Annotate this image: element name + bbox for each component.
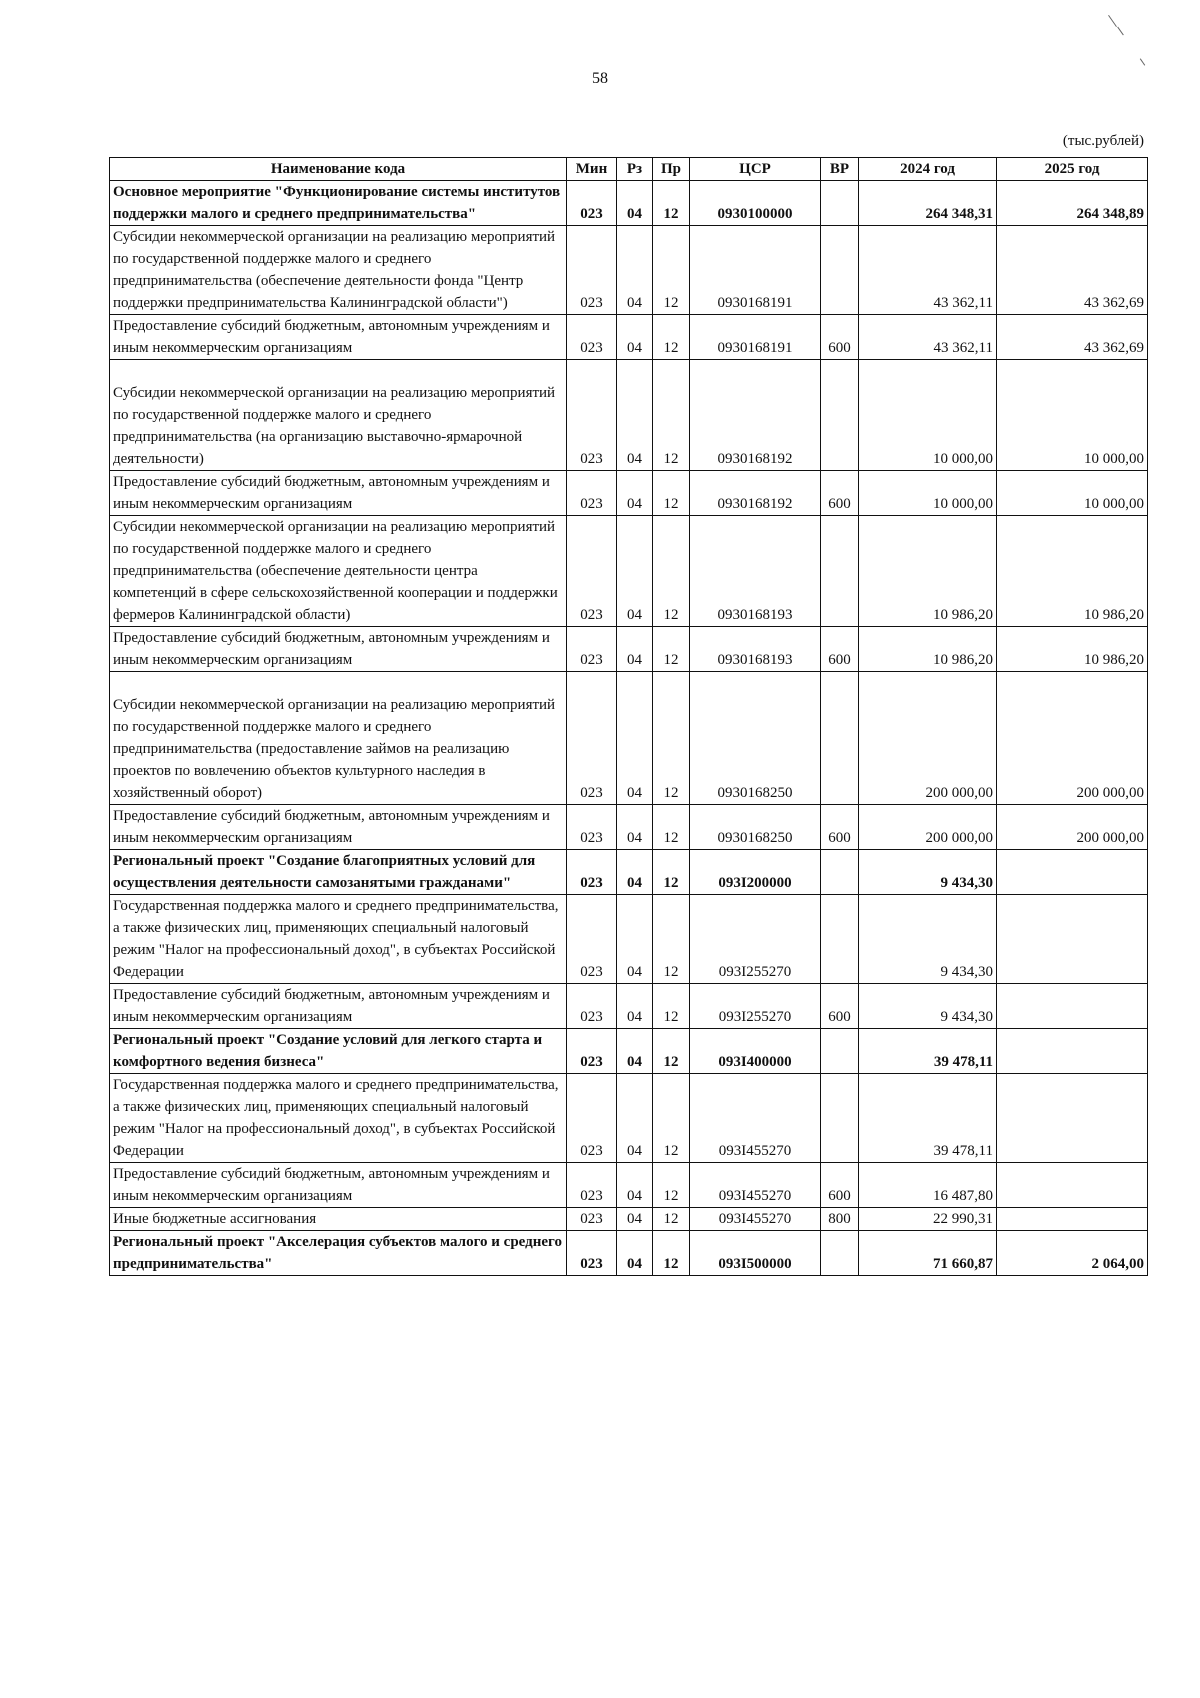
cell-rz: 04	[617, 1231, 653, 1276]
cell-pr: 12	[653, 1029, 690, 1074]
cell-name: Региональный проект "Создание условий для легкого старта и комфортного ведения бизнеса"	[110, 1029, 567, 1074]
table-row	[110, 805, 1148, 850]
cell-2025	[997, 850, 1148, 895]
cell-2025	[997, 1163, 1148, 1208]
cell-csr: 0930168191	[690, 315, 821, 360]
cell-pr: 12	[653, 1231, 690, 1276]
cell-min: 023	[567, 895, 617, 984]
cell-pr: 12	[653, 516, 690, 627]
cell-vr	[821, 181, 859, 226]
table-body	[110, 181, 1148, 1276]
cell-vr	[821, 360, 859, 471]
table-row	[110, 1163, 1148, 1208]
cell-2024: 71 660,87	[859, 1231, 997, 1276]
cell-pr: 12	[653, 672, 690, 805]
cell-name: Субсидии некоммерческой организации на реализацию мероприятий по государственной поддержке малого и среднего предпринимательства (предоставление займов на реализацию проектов по вовлечению объектов культурного наследия в хозяйственный оборот)	[110, 672, 567, 805]
cell-2024: 9 434,30	[859, 850, 997, 895]
scan-mark	[1140, 58, 1145, 65]
cell-pr: 12	[653, 805, 690, 850]
cell-min: 023	[567, 181, 617, 226]
cell-pr: 12	[653, 1208, 690, 1231]
cell-rz: 04	[617, 984, 653, 1029]
cell-pr: 12	[653, 360, 690, 471]
cell-min: 023	[567, 1029, 617, 1074]
cell-csr: 093I400000	[690, 1029, 821, 1074]
header-min: Мин	[567, 158, 617, 181]
cell-pr: 12	[653, 315, 690, 360]
cell-2024: 39 478,11	[859, 1029, 997, 1074]
cell-2025: 10 986,20	[997, 516, 1148, 627]
cell-vr	[821, 1231, 859, 1276]
cell-pr: 12	[653, 1074, 690, 1163]
cell-rz: 04	[617, 181, 653, 226]
cell-rz: 04	[617, 850, 653, 895]
table-row	[110, 1231, 1148, 1276]
cell-csr: 093I500000	[690, 1231, 821, 1276]
cell-vr: 600	[821, 984, 859, 1029]
cell-vr: 600	[821, 1163, 859, 1208]
cell-csr: 0930168193	[690, 627, 821, 672]
cell-name: Предоставление субсидий бюджетным, автономным учреждениям и иным некоммерческим организациям	[110, 984, 567, 1029]
cell-rz: 04	[617, 471, 653, 516]
cell-name: Региональный проект "Акселерация субъектов малого и среднего предпринимательства"	[110, 1231, 567, 1276]
cell-vr	[821, 672, 859, 805]
cell-vr	[821, 226, 859, 315]
cell-vr	[821, 895, 859, 984]
cell-vr: 600	[821, 805, 859, 850]
cell-2024: 10 986,20	[859, 627, 997, 672]
table-row	[110, 181, 1148, 226]
cell-name: Субсидии некоммерческой организации на реализацию мероприятий по государственной поддержке малого и среднего предпринимательства (обеспечение деятельности фонда "Центр поддержки предпринимательства Калининградской области")	[110, 226, 567, 315]
cell-vr: 600	[821, 627, 859, 672]
cell-pr: 12	[653, 850, 690, 895]
cell-min: 023	[567, 1208, 617, 1231]
cell-rz: 04	[617, 1074, 653, 1163]
table-row	[110, 895, 1148, 984]
cell-pr: 12	[653, 471, 690, 516]
cell-name: Субсидии некоммерческой организации на реализацию мероприятий по государственной поддержке малого и среднего предпринимательства (на организацию выставочно-ярмарочной деятельности)	[110, 360, 567, 471]
table-row	[110, 1074, 1148, 1163]
table-row	[110, 1029, 1148, 1074]
header-name: Наименование кода	[110, 158, 567, 181]
cell-min: 023	[567, 226, 617, 315]
cell-rz: 04	[617, 805, 653, 850]
table-row	[110, 226, 1148, 315]
cell-csr: 0930168193	[690, 516, 821, 627]
cell-csr: 093I200000	[690, 850, 821, 895]
cell-name: Предоставление субсидий бюджетным, автономным учреждениям и иным некоммерческим организациям	[110, 1163, 567, 1208]
cell-2024: 264 348,31	[859, 181, 997, 226]
cell-min: 023	[567, 516, 617, 627]
cell-min: 023	[567, 627, 617, 672]
table-row	[110, 516, 1148, 627]
cell-csr: 0930168192	[690, 471, 821, 516]
cell-2025: 264 348,89	[997, 181, 1148, 226]
cell-min: 023	[567, 471, 617, 516]
table-row	[110, 471, 1148, 516]
cell-2025	[997, 1208, 1148, 1231]
cell-min: 023	[567, 805, 617, 850]
cell-2025: 10 986,20	[997, 627, 1148, 672]
cell-rz: 04	[617, 1163, 653, 1208]
cell-vr: 800	[821, 1208, 859, 1231]
cell-2024: 10 986,20	[859, 516, 997, 627]
scan-mark	[1108, 15, 1117, 27]
cell-name: Региональный проект "Создание благоприятных условий для осуществления деятельности самозанятыми гражданами"	[110, 850, 567, 895]
cell-pr: 12	[653, 226, 690, 315]
cell-min: 023	[567, 360, 617, 471]
units-label: (тыс.рублей)	[1062, 133, 1144, 149]
cell-2025	[997, 1029, 1148, 1074]
header-2025: 2025 год	[997, 158, 1148, 181]
cell-name: Государственная поддержка малого и среднего предпринимательства, а также физических лиц, применяющих специальный налоговый режим "Налог на профессиональный доход", в субъектах Российской Федерации	[110, 895, 567, 984]
cell-csr: 0930168250	[690, 672, 821, 805]
table-row	[110, 360, 1148, 471]
cell-rz: 04	[617, 315, 653, 360]
cell-rz: 04	[617, 627, 653, 672]
cell-2024: 200 000,00	[859, 672, 997, 805]
cell-csr: 0930168250	[690, 805, 821, 850]
cell-rz: 04	[617, 672, 653, 805]
cell-min: 023	[567, 315, 617, 360]
cell-name: Предоставление субсидий бюджетным, автономным учреждениям и иным некоммерческим организациям	[110, 315, 567, 360]
cell-vr	[821, 1074, 859, 1163]
cell-rz: 04	[617, 895, 653, 984]
cell-rz: 04	[617, 1029, 653, 1074]
cell-name: Иные бюджетные ассигнования	[110, 1208, 567, 1231]
cell-name: Предоставление субсидий бюджетным, автономным учреждениям и иным некоммерческим организациям	[110, 471, 567, 516]
cell-name: Предоставление субсидий бюджетным, автономным учреждениям и иным некоммерческим организациям	[110, 805, 567, 850]
cell-2025: 10 000,00	[997, 471, 1148, 516]
cell-rz: 04	[617, 516, 653, 627]
cell-2024: 10 000,00	[859, 360, 997, 471]
cell-vr: 600	[821, 471, 859, 516]
table-row	[110, 1208, 1148, 1231]
cell-2024: 16 487,80	[859, 1163, 997, 1208]
cell-name: Предоставление субсидий бюджетным, автономным учреждениям и иным некоммерческим организациям	[110, 627, 567, 672]
cell-min: 023	[567, 850, 617, 895]
cell-vr	[821, 1029, 859, 1074]
budget-table	[109, 157, 1148, 1276]
cell-rz: 04	[617, 1208, 653, 1231]
cell-name: Субсидии некоммерческой организации на реализацию мероприятий по государственной поддержке малого и среднего предпринимательства (обеспечение деятельности центра компетенций в сфере сельскохозяйственной кооперации и поддержки фермеров Калининградской области)	[110, 516, 567, 627]
cell-vr: 600	[821, 315, 859, 360]
cell-pr: 12	[653, 627, 690, 672]
cell-2025	[997, 895, 1148, 984]
cell-csr: 0930168191	[690, 226, 821, 315]
cell-csr: 093I255270	[690, 895, 821, 984]
cell-2024: 9 434,30	[859, 984, 997, 1029]
cell-name: Основное мероприятие "Функционирование системы институтов поддержки малого и среднего предпринимательства"	[110, 181, 567, 226]
cell-2024: 9 434,30	[859, 895, 997, 984]
header-rz: Рз	[617, 158, 653, 181]
cell-min: 023	[567, 984, 617, 1029]
cell-2025: 2 064,00	[997, 1231, 1148, 1276]
cell-vr	[821, 850, 859, 895]
table-row	[110, 627, 1148, 672]
cell-csr: 093I455270	[690, 1163, 821, 1208]
cell-csr: 093I455270	[690, 1074, 821, 1163]
cell-2024: 200 000,00	[859, 805, 997, 850]
cell-pr: 12	[653, 984, 690, 1029]
cell-min: 023	[567, 1163, 617, 1208]
cell-2024: 39 478,11	[859, 1074, 997, 1163]
cell-name: Государственная поддержка малого и среднего предпринимательства, а также физических лиц, применяющих специальный налоговый режим "Налог на профессиональный доход", в субъектах Российской Федерации	[110, 1074, 567, 1163]
cell-pr: 12	[653, 181, 690, 226]
cell-2024: 22 990,31	[859, 1208, 997, 1231]
cell-2025	[997, 984, 1148, 1029]
cell-min: 023	[567, 1074, 617, 1163]
cell-csr: 093I255270	[690, 984, 821, 1029]
cell-2025: 43 362,69	[997, 226, 1148, 315]
cell-min: 023	[567, 1231, 617, 1276]
header-csr: ЦСР	[690, 158, 821, 181]
cell-2024: 43 362,11	[859, 315, 997, 360]
table-row	[110, 984, 1148, 1029]
cell-pr: 12	[653, 895, 690, 984]
cell-2025: 43 362,69	[997, 315, 1148, 360]
table-header-row	[110, 158, 1148, 181]
table-row	[110, 672, 1148, 805]
cell-csr: 093I455270	[690, 1208, 821, 1231]
cell-pr: 12	[653, 1163, 690, 1208]
cell-rz: 04	[617, 226, 653, 315]
cell-min: 023	[567, 672, 617, 805]
cell-vr	[821, 516, 859, 627]
cell-2025: 200 000,00	[997, 805, 1148, 850]
cell-rz: 04	[617, 360, 653, 471]
cell-2024: 43 362,11	[859, 226, 997, 315]
header-2024: 2024 год	[859, 158, 997, 181]
page-number: 58	[592, 70, 608, 87]
table-row	[110, 315, 1148, 360]
cell-csr: 0930100000	[690, 181, 821, 226]
table-row	[110, 850, 1148, 895]
cell-csr: 0930168192	[690, 360, 821, 471]
cell-2025: 10 000,00	[997, 360, 1148, 471]
header-pr: Пр	[653, 158, 690, 181]
cell-2025: 200 000,00	[997, 672, 1148, 805]
header-vr: ВР	[821, 158, 859, 181]
scan-mark	[1117, 27, 1124, 36]
cell-2025	[997, 1074, 1148, 1163]
cell-2024: 10 000,00	[859, 471, 997, 516]
